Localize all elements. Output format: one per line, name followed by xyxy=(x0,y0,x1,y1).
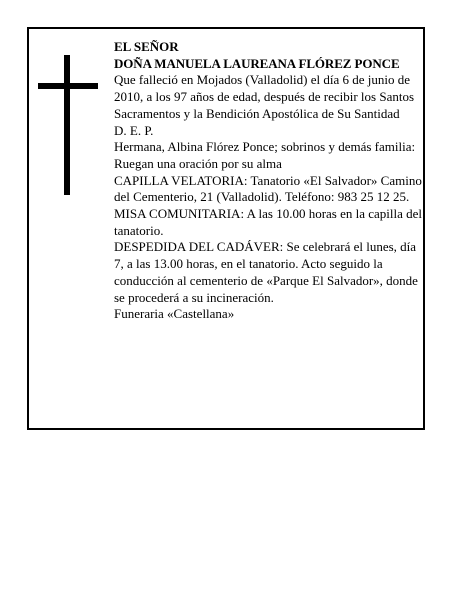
dep-line: D. E. P. xyxy=(114,122,154,138)
death-info: Que falleció en Mojados (Valladolid) el día 6 de junio de 2010, a los 97 años de edad, después de recibir los Santos Sacramentos y la Bendición Apostólica de Su Santidad xyxy=(114,72,415,121)
family-line: Hermana, Albina Flórez Ponce; sobrinos y demás familia: xyxy=(114,139,416,155)
cross-vertical-bar xyxy=(64,55,70,195)
farewell-info: DESPEDIDA DEL CADÁVER: Se celebrará el lunes, día 7, a las 13.00 horas, en el tanatorio. Acto seguido la conducción al cementerio de «Parque El Salvador», donde se procederá a su incineración. xyxy=(114,239,418,305)
deceased-name: DOÑA MANUELA LAUREANA FLÓREZ PONCE xyxy=(114,55,400,71)
mass-info: MISA COMUNITARIA: A las 10.00 horas en la capilla del tanatorio. xyxy=(114,206,423,238)
chapel-info: CAPILLA VELATORIA: Tanatorio «El Salvador» Camino del Cementerio, 21 (Valladolid). Teléfono: 983 25 12 25. xyxy=(114,172,422,205)
funeral-home: Funeraria «Castellana» xyxy=(114,306,235,322)
prayer-line: Ruegan una oración por su alma xyxy=(114,155,282,171)
obituary-text xyxy=(114,39,424,323)
notice-heading: EL SEÑOR xyxy=(114,39,179,54)
cross-horizontal-bar xyxy=(38,83,98,89)
